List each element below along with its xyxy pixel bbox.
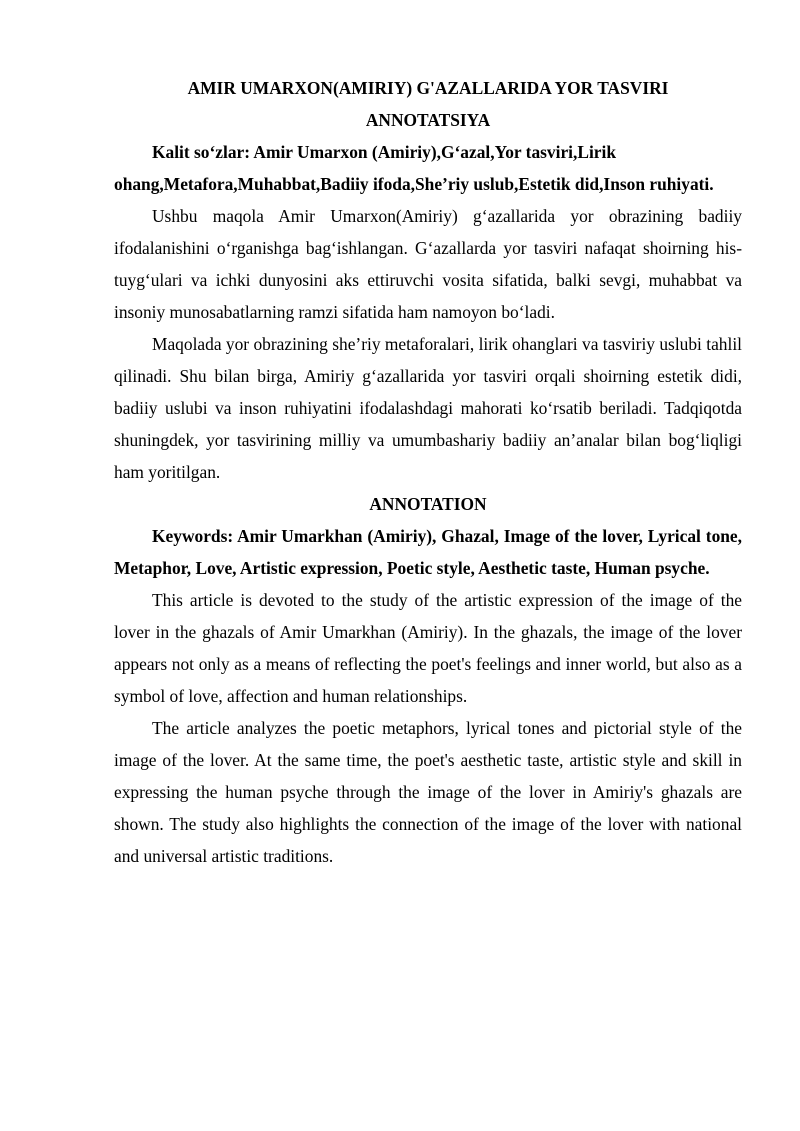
keywords-en: Keywords: Amir Umarkhan (Amiriy), Ghazal, Image of the lover, Lyrical tone, Metaphor, Love, Artistic expression, Poetic style, Aesthetic taste, Human psyche.	[114, 526, 742, 578]
annotation-heading-en: ANNOTATION	[369, 494, 487, 514]
abstract-paragraph-uz-2: Maqolada yor obrazining she’riy metaforalari, lirik ohanglari va tasviriy uslubi tahlil qilinadi. Shu bilan birga, Amiriy g‘azallarida yor tasviri orqali shoirning estetik didi, badiiy uslubi va inson ruhiyatini ifodalashdagi mahorati ko‘rsatib beriladi. Tadqiqotda shuningdek, yor tasvirining milliy va umumbashariy badiiy an’analar bilan bog‘liqligi ham yoritilgan.	[114, 334, 742, 482]
keywords-uz: Kalit so‘zlar: Amir Umarxon (Amiriy),G‘azal,Yor tasviri,Lirik ohang,Metafora,Muhabbat,Badiiy ifoda,She’riy uslub,Estetik did,Inson ruhiyati.	[114, 142, 714, 194]
abstract-paragraph-en-2: The article analyzes the poetic metaphors, lyrical tones and pictorial style of the image of the lover. At the same time, the poet's aesthetic taste, artistic style and skill in expressing the human psyche through the image of the lover in Amiriy's ghazals are shown. The study also highlights the connection of the image of the lover with national and universal artistic traditions.	[114, 718, 742, 866]
document-page	[114, 72, 742, 872]
abstract-paragraph-en-1: This article is devoted to the study of the artistic expression of the image of the lover in the ghazals of Amir Umarkhan (Amiriy). In the ghazals, the image of the lover appears not only as a means of reflecting the poet's feelings and inner world, but also as a symbol of love, affection and human relationships.	[114, 590, 742, 706]
abstract-paragraph-uz-1: Ushbu maqola Amir Umarxon(Amiriy) g‘azallarida yor obrazining badiiy ifodalanishini o‘rganishga bag‘ishlangan. G‘azallarda yor tasviri nafaqat shoirning his-tuyg‘ulari va ichki dunyosini aks ettiruvchi vosita sifatida, balki sevgi, muhabbat va insoniy munosabatlarning ramzi sifatida ham namoyon bo‘ladi.	[114, 206, 742, 322]
article-title: AMIR UMARXON(AMIRIY) G'AZALLARIDA YOR TASVIRI	[187, 78, 669, 98]
annotation-heading-uz: ANNOTATSIYA	[365, 110, 491, 130]
